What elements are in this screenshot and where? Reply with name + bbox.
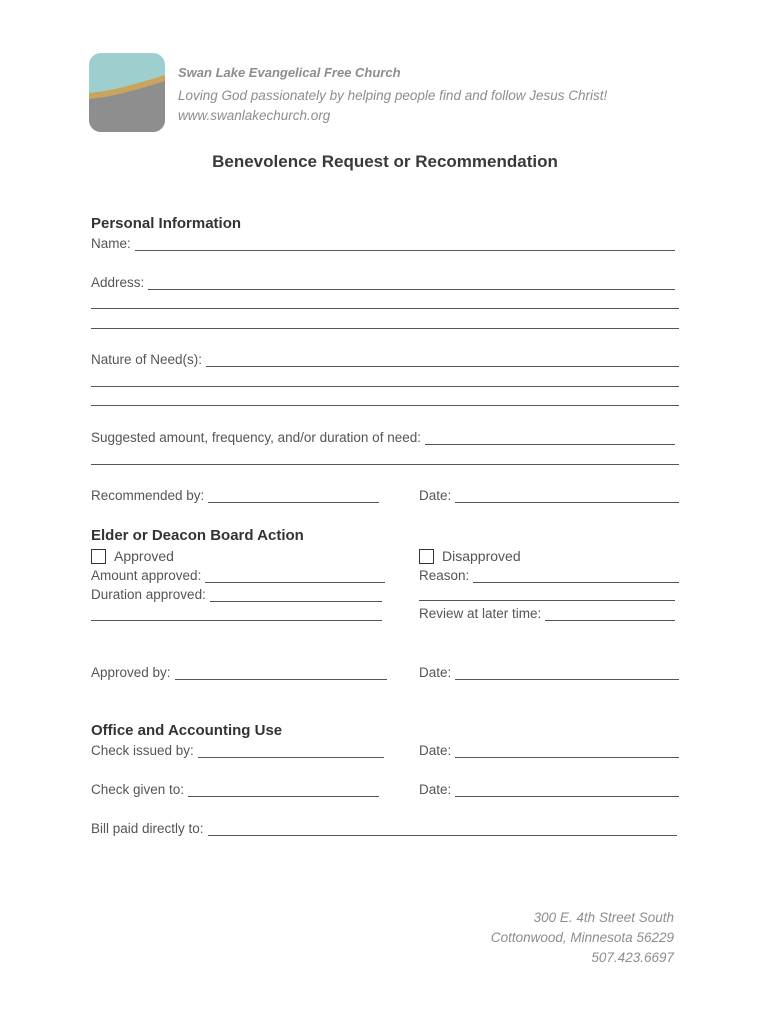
office-heading: Office and Accounting Use <box>91 722 283 739</box>
check-issued-date-field[interactable] <box>419 743 679 758</box>
recommended-by-field[interactable] <box>91 488 379 503</box>
suggested-label: Suggested amount, frequency, and/or duration of need: <box>91 430 421 445</box>
name-label: Name: <box>91 236 131 251</box>
address-label: Address: <box>91 275 145 290</box>
need-label: Nature of Need(s): <box>91 352 203 367</box>
reason-label: Reason: <box>419 568 470 583</box>
name-field[interactable] <box>91 236 675 251</box>
approved-checkbox[interactable] <box>91 548 174 564</box>
form-title: Benevolence Request or Recommendation <box>212 152 558 171</box>
reason-field[interactable] <box>419 568 679 583</box>
header-text <box>178 65 607 128</box>
approved-label: Approved <box>114 548 174 564</box>
check-issued-field[interactable] <box>91 743 384 758</box>
address-field[interactable] <box>91 275 675 290</box>
tagline: Loving God passionately by helping people find and follow Jesus Christ! <box>178 88 608 103</box>
duration-approved-field[interactable] <box>91 587 382 602</box>
address-line-2[interactable] <box>91 308 679 309</box>
org-name: Swan Lake Evangelical Free Church <box>178 65 401 80</box>
need-line-2[interactable] <box>91 386 679 387</box>
suggested-line-2[interactable] <box>91 464 679 465</box>
check-given-date-field[interactable] <box>419 782 679 797</box>
need-field[interactable] <box>91 352 679 367</box>
need-line-3[interactable] <box>91 405 679 406</box>
review-later-field[interactable] <box>419 606 675 621</box>
approved-date-field[interactable] <box>419 665 679 680</box>
reason-line-2[interactable] <box>419 600 675 601</box>
footer-city: Cottonwood, Minnesota 56229 <box>490 930 674 945</box>
duration-line-2[interactable] <box>91 620 382 621</box>
date-label: Date: <box>419 488 452 503</box>
church-logo <box>89 53 165 132</box>
disapproved-label: Disapproved <box>442 548 521 564</box>
address-line-3[interactable] <box>91 328 679 329</box>
disapproved-checkbox[interactable] <box>419 548 521 564</box>
date-label: Date: <box>419 743 452 758</box>
amount-label: Amount approved: <box>91 568 202 583</box>
board-heading: Elder or Deacon Board Action <box>91 527 304 544</box>
bill-paid-field[interactable] <box>91 821 677 836</box>
footer-phone: 507.423.6697 <box>591 950 674 965</box>
recommended-date-field[interactable] <box>419 488 679 503</box>
bill-paid-label: Bill paid directly to: <box>91 821 204 836</box>
check-given-label: Check given to: <box>91 782 185 797</box>
recommended-label: Recommended by: <box>91 488 205 503</box>
date-label: Date: <box>419 782 452 797</box>
suggested-field[interactable] <box>91 430 675 445</box>
approved-by-label: Approved by: <box>91 665 171 680</box>
approved-by-field[interactable] <box>91 665 387 680</box>
date-label: Date: <box>419 665 452 680</box>
footer-address <box>491 908 674 968</box>
checkbox-icon <box>419 549 434 564</box>
checkbox-icon <box>91 549 106 564</box>
duration-label: Duration approved: <box>91 587 206 602</box>
amount-approved-field[interactable] <box>91 568 385 583</box>
personal-heading: Personal Information <box>91 215 242 232</box>
footer-street: 300 E. 4th Street South <box>533 910 674 925</box>
check-issued-label: Check issued by: <box>91 743 194 758</box>
check-given-field[interactable] <box>91 782 379 797</box>
review-label: Review at later time: <box>419 606 542 621</box>
website: www.swanlakechurch.org <box>178 108 331 123</box>
